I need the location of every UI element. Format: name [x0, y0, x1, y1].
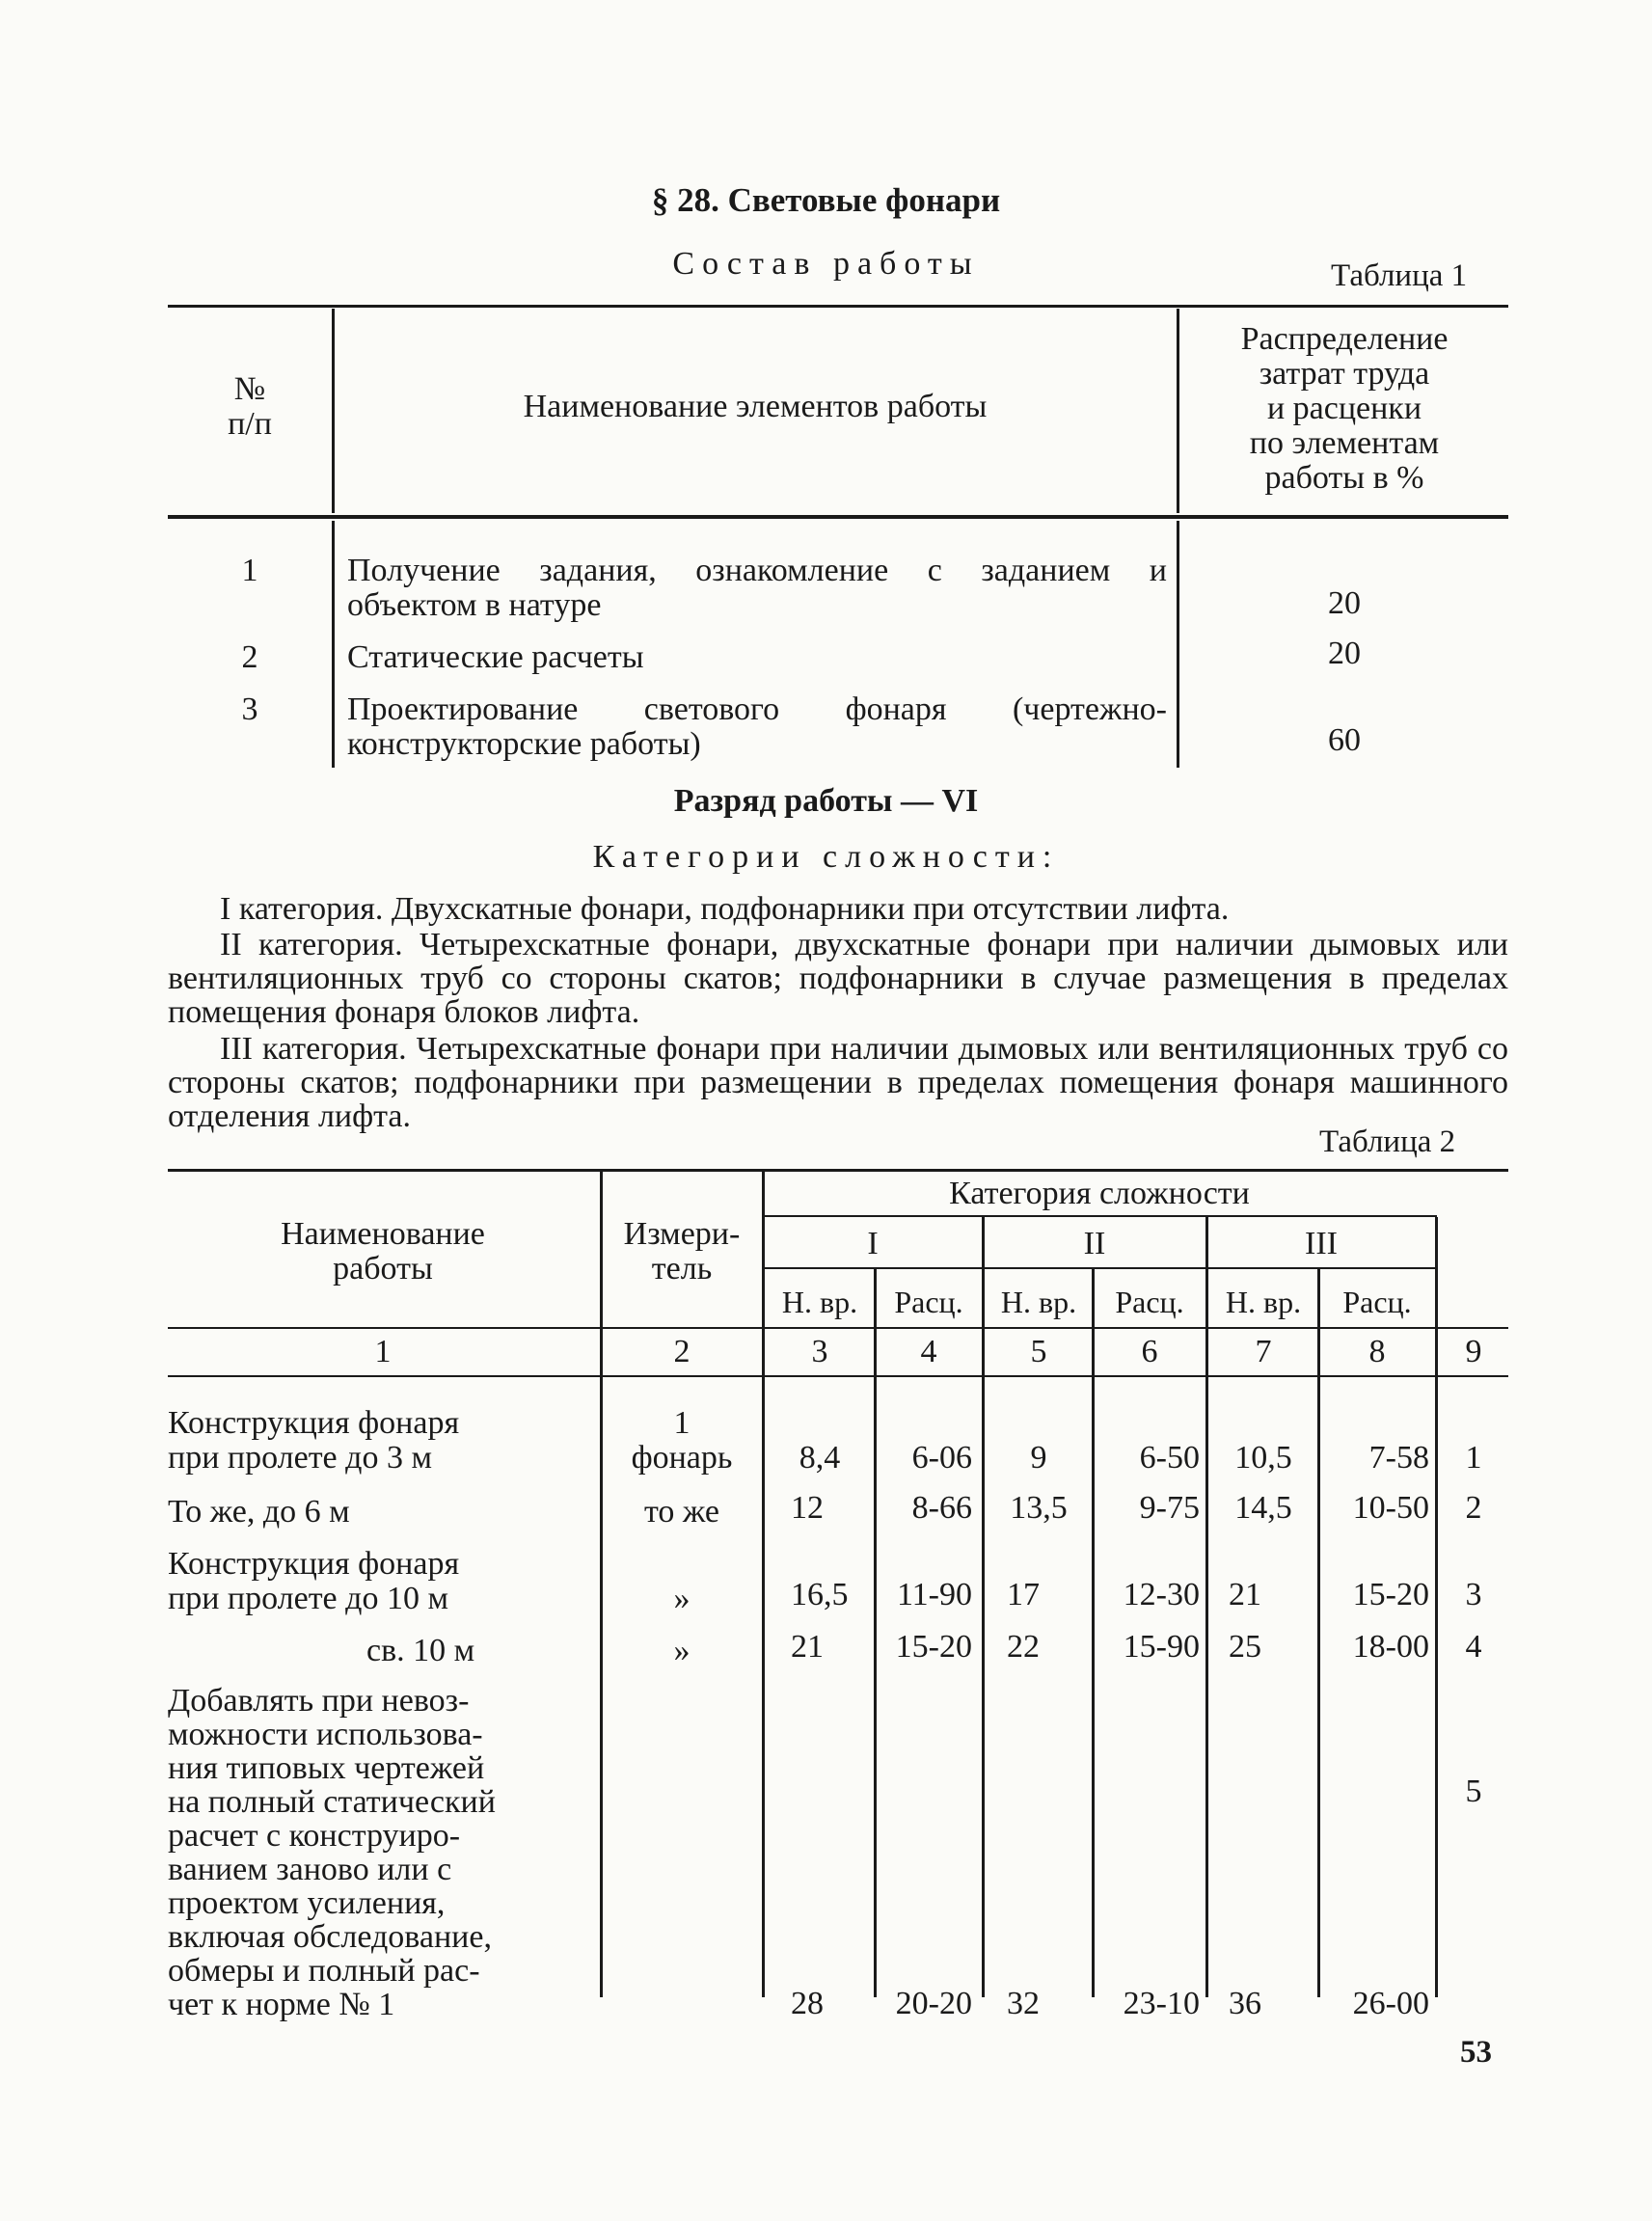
grade-heading: Разряд работы — VI	[673, 783, 979, 819]
t2-row2-v2: 8-66	[911, 1490, 972, 1526]
categories-heading: Категории сложности:	[592, 839, 1060, 875]
t2-row2-work: То же, до 6 м	[168, 1494, 350, 1530]
t2-colnum-3: 3	[811, 1334, 828, 1369]
t2-colnum-9: 9	[1465, 1334, 1482, 1369]
t2-row1-work: Конструкция фонаря при пролете до 3 м	[168, 1405, 460, 1476]
t2-hline-cats	[764, 1267, 1437, 1269]
t2-row2-n: 2	[1465, 1490, 1482, 1526]
t2-row4-v2: 15-20	[895, 1629, 972, 1665]
t1-header-name: Наименование элементов работы	[523, 389, 988, 424]
t2-row3-v4: 12-30	[1123, 1577, 1200, 1612]
t2-row3-n: 3	[1465, 1577, 1482, 1612]
category-1-text: I категория. Двухскатные фонари, подфонарники при отсутствии лифта.	[220, 891, 1230, 927]
t2-row5-n: 5	[1465, 1774, 1482, 1809]
t2-sub-3: Н. вр.	[1000, 1285, 1077, 1319]
t2-header-work: Наименование работы	[281, 1216, 485, 1287]
table1-header-rule	[168, 515, 1508, 519]
table1-top-rule	[168, 305, 1508, 308]
t2-row2-v5: 14,5	[1234, 1490, 1292, 1526]
t2-sub-2: Расц.	[894, 1285, 963, 1319]
t2-row2-v1: 12	[791, 1490, 824, 1526]
t2-row3-v2: 11-90	[896, 1577, 972, 1612]
t2-colnum-5: 5	[1030, 1334, 1047, 1369]
t2-row1-n: 1	[1465, 1440, 1482, 1476]
table1-vline-4	[1177, 521, 1179, 768]
t2-row3-unit: »	[673, 1581, 691, 1616]
t2-sub-1: Н. вр.	[781, 1285, 858, 1319]
t2-row1-unit: 1 фонарь	[631, 1405, 733, 1476]
t2-row1-v1: 8,4	[799, 1440, 841, 1476]
t2-row4-v5: 25	[1229, 1629, 1261, 1665]
table1-vline-3	[332, 521, 335, 768]
t2-row1-v2: 6-06	[911, 1440, 972, 1476]
table1-caption: Таблица 1	[1331, 258, 1468, 293]
t2-vline-cat1	[982, 1217, 985, 1997]
t2-row3-v1: 16,5	[791, 1577, 849, 1612]
t2-header-cat1: I	[867, 1226, 879, 1261]
table2-top-rule	[168, 1169, 1508, 1172]
t1-row3-name: Проектирование светового фонаря (чертежно- конструкторские работы)	[347, 691, 1167, 762]
t2-colnum-8: 8	[1368, 1334, 1386, 1369]
t2-row3-v3: 17	[1007, 1577, 1040, 1612]
t1-row2-name: Статические расчеты	[347, 639, 644, 675]
t2-colnum-2: 2	[673, 1334, 691, 1369]
t2-header-unit: Измери- тель	[623, 1216, 741, 1287]
t2-hline-complexity	[764, 1215, 1437, 1217]
section-title: § 28. Световые фонари	[651, 181, 1001, 219]
t2-row4-work: св. 10 м	[366, 1633, 475, 1668]
table2-caption: Таблица 2	[1319, 1124, 1456, 1159]
t2-row1-v6: 7-58	[1368, 1440, 1429, 1476]
t2-row4-unit: »	[673, 1633, 691, 1668]
t2-row1-v3: 9	[1030, 1440, 1047, 1476]
t2-colnum-6: 6	[1141, 1334, 1158, 1369]
t2-sub-6: Расц.	[1342, 1285, 1412, 1319]
t2-row2-v3: 13,5	[1010, 1490, 1068, 1526]
t1-row3-value: 60	[1328, 722, 1361, 758]
t2-row5-v3: 32	[1007, 1986, 1040, 2021]
t2-row5-v2: 20-20	[895, 1986, 972, 2021]
t2-row5-v1: 28	[791, 1986, 824, 2021]
t2-row5-v6: 26-00	[1352, 1986, 1429, 2021]
table1-vline-2	[1177, 309, 1179, 513]
table1-vline-1	[332, 309, 335, 513]
t2-colnum-7: 7	[1255, 1334, 1272, 1369]
t2-row4-v3: 22	[1007, 1629, 1040, 1665]
t1-row2-num: 2	[241, 639, 258, 675]
t1-row1-num: 1	[241, 553, 258, 588]
t1-row1-name: Получение задания, ознакомление с заданием и объектом в натуре	[347, 553, 1167, 623]
category-3-text: III категория. Четырехскатные фонари при наличии дымовых или вентиляционных труб со стороны скатов; подфонарники при размещении в пределах помещения фонаря машинного отделения лифта.	[168, 1031, 1508, 1134]
t2-row4-v6: 18-00	[1352, 1629, 1429, 1665]
page-number: 53	[1460, 2035, 1492, 2070]
t2-row4-v4: 15-90	[1123, 1629, 1200, 1665]
t2-row2-unit: то же	[643, 1494, 720, 1530]
t2-row2-v6: 10-50	[1352, 1490, 1429, 1526]
t2-vline-cat3	[1435, 1217, 1438, 1997]
t2-vline-work	[600, 1172, 603, 1997]
t2-header-cat3: III	[1305, 1226, 1338, 1261]
t2-vline-unit	[762, 1172, 765, 1997]
t2-row4-n: 4	[1465, 1629, 1482, 1665]
t2-row3-v5: 21	[1229, 1577, 1261, 1612]
t2-vline-cat2	[1205, 1217, 1208, 1997]
t2-row2-v4: 9-75	[1139, 1490, 1200, 1526]
t2-row5-work: Добавлять при невоз- можности использова- ния типовых чертежей на полный статический расчет с конструиро- ванием заново или с проектом усиления, включая обследование, обмеры и полный рас- чет к норме № 1	[168, 1683, 496, 2022]
t1-header-num: № п/п	[228, 371, 272, 442]
t1-row2-value: 20	[1328, 636, 1361, 671]
t2-row5-v5: 36	[1229, 1986, 1261, 2021]
t2-colnum-4: 4	[920, 1334, 937, 1369]
t2-hline-numbers	[168, 1375, 1508, 1377]
category-2-text: II категория. Четырехскатные фонари, двухскатные фонари при наличии дымовых или вентиляционных труб со стороны скатов; подфонарники в случае размещения в пределах помещения фонаря блоков лифта.	[168, 927, 1508, 1030]
t2-sub-5: Н. вр.	[1225, 1285, 1302, 1319]
t1-row3-num: 3	[241, 691, 258, 727]
t2-row3-work: Конструкция фонаря при пролете до 10 м	[168, 1546, 460, 1616]
t2-row5-v4: 23-10	[1123, 1986, 1200, 2021]
t2-header-cat2: II	[1083, 1226, 1106, 1261]
t2-row1-v4: 6-50	[1139, 1440, 1200, 1476]
t1-header-dist: Распределение затрат труда и расценки по элементам работы в %	[1240, 321, 1449, 496]
t2-colnum-1: 1	[374, 1334, 392, 1369]
t1-row1-value: 20	[1328, 585, 1361, 621]
t2-hline-sub	[168, 1327, 1508, 1329]
t2-row1-v5: 10,5	[1234, 1440, 1292, 1476]
t2-row4-v1: 21	[791, 1629, 824, 1665]
t2-header-complexity: Категория сложности	[949, 1176, 1250, 1211]
t2-row3-v6: 15-20	[1352, 1577, 1429, 1612]
composition-heading: Состав работы	[672, 246, 980, 282]
t2-sub-4: Расц.	[1115, 1285, 1184, 1319]
